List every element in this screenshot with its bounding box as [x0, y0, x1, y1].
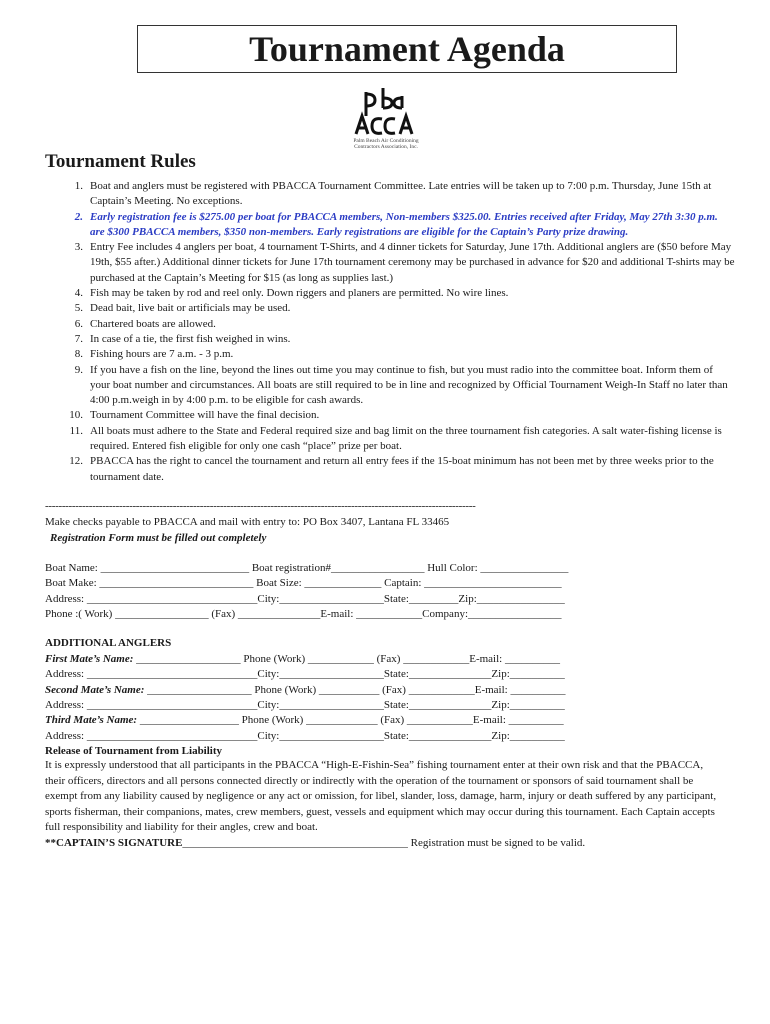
rule-item — [45, 408, 735, 423]
rule-text: Dead bait, live bait or artificials may be used. — [90, 302, 291, 315]
second-mate-fields[interactable]: ___________________ Phone (Work) ___________ (Fax) ____________E-mail: __________ — [144, 684, 566, 696]
rule-number: 12. — [69, 455, 83, 468]
rule-item — [45, 317, 735, 332]
second-mate-address[interactable]: Address: _______________________________City:___________________State:_______________Zip:__________ — [45, 699, 565, 711]
rule-number: 2. — [74, 210, 83, 223]
rule-number: 6. — [74, 317, 83, 330]
rule-number: 4. — [74, 287, 83, 300]
third-mate-line[interactable] — [45, 713, 564, 728]
rule-item — [45, 301, 735, 316]
form-line-address[interactable]: Address: _______________________________City:___________________State:_________Zip:________________ — [45, 593, 565, 605]
rule-text: In case of a tie, the first fish weighed in wins. — [90, 332, 291, 345]
captain-signature-label: **CAPTAIN’S SIGNATURE — [45, 836, 183, 849]
rule-text: Entry Fee includes 4 anglers per boat, 4 tournament T-Shirts, and 4 dinner tickets for Saturday, June 17th. Additional anglers are ($50 before May 19th, $55 after.) Additional dinner tickets for June 17th tournament ceremony may be purchased in advance for $20 and additional T-shirts may be purchased at the Captain’s Meeting for $15 (as long as supplies last.) — [90, 241, 735, 284]
rule-number: 8. — [74, 348, 83, 361]
rule-text: PBACCA has the right to cancel the tournament and return all entry fees if the 15-boat minimum has not been met by three weeks prior to the tournament date. — [90, 455, 714, 483]
rule-item-early-registration — [45, 210, 735, 241]
rule-text: If you have a fish on the line, beyond the lines out time you may continue to fish, but you must radio into the committee boat. Inform them of your boat number and circumstances. All boats are still required to be in line and recognized by Official Tournament Weigh-In Staff no later than 4:00 p.m.weigh in by 4:00 p.m. to be eligible for cash awards. — [90, 363, 728, 407]
rule-item — [45, 179, 735, 210]
release-text — [45, 758, 725, 851]
rule-item — [45, 363, 735, 409]
title-box — [137, 25, 677, 73]
rule-number: 9. — [74, 363, 83, 376]
rule-number: 11. — [69, 424, 83, 437]
rule-item — [45, 454, 735, 485]
logo-line-1: Palm Beach Air Conditioning — [353, 138, 419, 144]
rule-text: Tournament Committee will have the final decision. — [90, 409, 320, 422]
rule-item — [45, 286, 735, 301]
page-title: Tournament Agenda — [249, 29, 565, 69]
rules-heading: Tournament Rules — [45, 151, 196, 172]
rule-text: Fishing hours are 7 a.m. - 3 p.m. — [90, 348, 234, 361]
cut-line-divider: -------------------------------------------------------------------------------------------------------------------------------- — [45, 500, 476, 512]
rule-text: Boat and anglers must be registered with PBACCA Tournament Committee. Late entries will be taken up to 7:00 p.m. Thursday, June 15th at Captain’s Meeting. No exceptions. — [90, 180, 712, 208]
third-mate-address[interactable]: Address: _______________________________City:___________________State:_______________Zip:__________ — [45, 730, 565, 742]
first-mate-line[interactable] — [45, 652, 560, 667]
logo-caption — [350, 138, 422, 150]
release-body: It is expressly understood that all participants in the PBACCA “High-E-Fishin-Sea” fishing tournament enter at their own risk and that the PBACCA, their officers, directors and all persons connected directly or indirectly with the operation of the tournament or sponsors of said tournament shall be exempt from any liability caused by negligence or any act or omission, for libel, slander, loss, damage, harm, injury or death suffered by any participant, sports fisherman, their companions, mates, crew members, guest, vessels and equipment which may occur during this tournament. Each Captain accepts full responsibility and liability for their angles, crew and boat. — [45, 759, 717, 833]
logo-line-2: Contractors Association, Inc. — [354, 144, 418, 150]
rule-item — [45, 332, 735, 347]
form-line-boat-name[interactable]: Boat Name: ___________________________ Boat registration#_________________ Hull Color: ________________ — [45, 562, 569, 574]
third-mate-label: Third Mate’s Name: — [45, 714, 138, 726]
release-heading: Release of Tournament from Liability — [45, 745, 223, 757]
third-mate-fields[interactable]: __________________ Phone (Work) _____________ (Fax) ____________E-mail: __________ — [137, 714, 564, 726]
rule-text: Chartered boats are allowed. — [90, 317, 216, 330]
first-mate-address[interactable]: Address: _______________________________City:___________________State:_______________Zip:__________ — [45, 668, 565, 680]
first-mate-label: First Mate’s Name: — [45, 653, 134, 665]
mail-instructions: Make checks payable to PBACCA and mail with entry to: PO Box 3407, Lantana FL 33465 — [45, 516, 450, 528]
rule-number: 5. — [74, 302, 83, 315]
registration-note: Registration Form must be filled out completely — [50, 532, 267, 544]
rule-text: Early registration fee is $275.00 per boat for PBACCA members, Non-members $325.00. Entries received after Friday, May 27th 3:30 p.m. are $300 PBACCA members, $350 non-members. Early registrations are eligible for the Captain’s Party prize drawing. — [90, 210, 718, 238]
rule-number: 3. — [74, 241, 83, 254]
pbacca-logo-icon — [350, 86, 422, 138]
rule-number: 1. — [74, 180, 83, 192]
signature-note: Registration must be signed to be valid. — [407, 836, 586, 849]
pbacca-logo — [350, 86, 422, 152]
form-line-boat-make[interactable]: Boat Make: ____________________________ Boat Size: ______________ Captain: _________________________ — [45, 577, 562, 589]
form-line-phone[interactable]: Phone :( Work) _________________ (Fax) _______________E-mail: ____________Company:_________________ — [45, 608, 562, 620]
rule-item — [45, 240, 735, 286]
additional-anglers-heading: ADDITIONAL ANGLERS — [45, 637, 172, 649]
second-mate-line[interactable] — [45, 683, 565, 698]
rule-number: 10. — [69, 409, 83, 422]
rule-text: Fish may be taken by rod and reel only. Down riggers and planers are permitted. No wire lines. — [90, 287, 509, 300]
second-mate-label: Second Mate’s Name: — [45, 684, 145, 696]
rule-text: All boats must adhere to the State and Federal required size and bag limit on the three tournament fish categories. A salt water-fishing license is required. Entered fish eligible for only one cash “place” prize per boat. — [90, 424, 722, 453]
rule-item — [45, 424, 735, 455]
rules-list — [45, 179, 735, 485]
rule-item — [45, 347, 735, 362]
first-mate-fields[interactable]: ___________________ Phone (Work) ____________ (Fax) ____________E-mail: __________ — [133, 653, 560, 665]
captain-signature-field[interactable]: _________________________________________ — [182, 836, 408, 849]
rule-number: 7. — [74, 332, 83, 345]
